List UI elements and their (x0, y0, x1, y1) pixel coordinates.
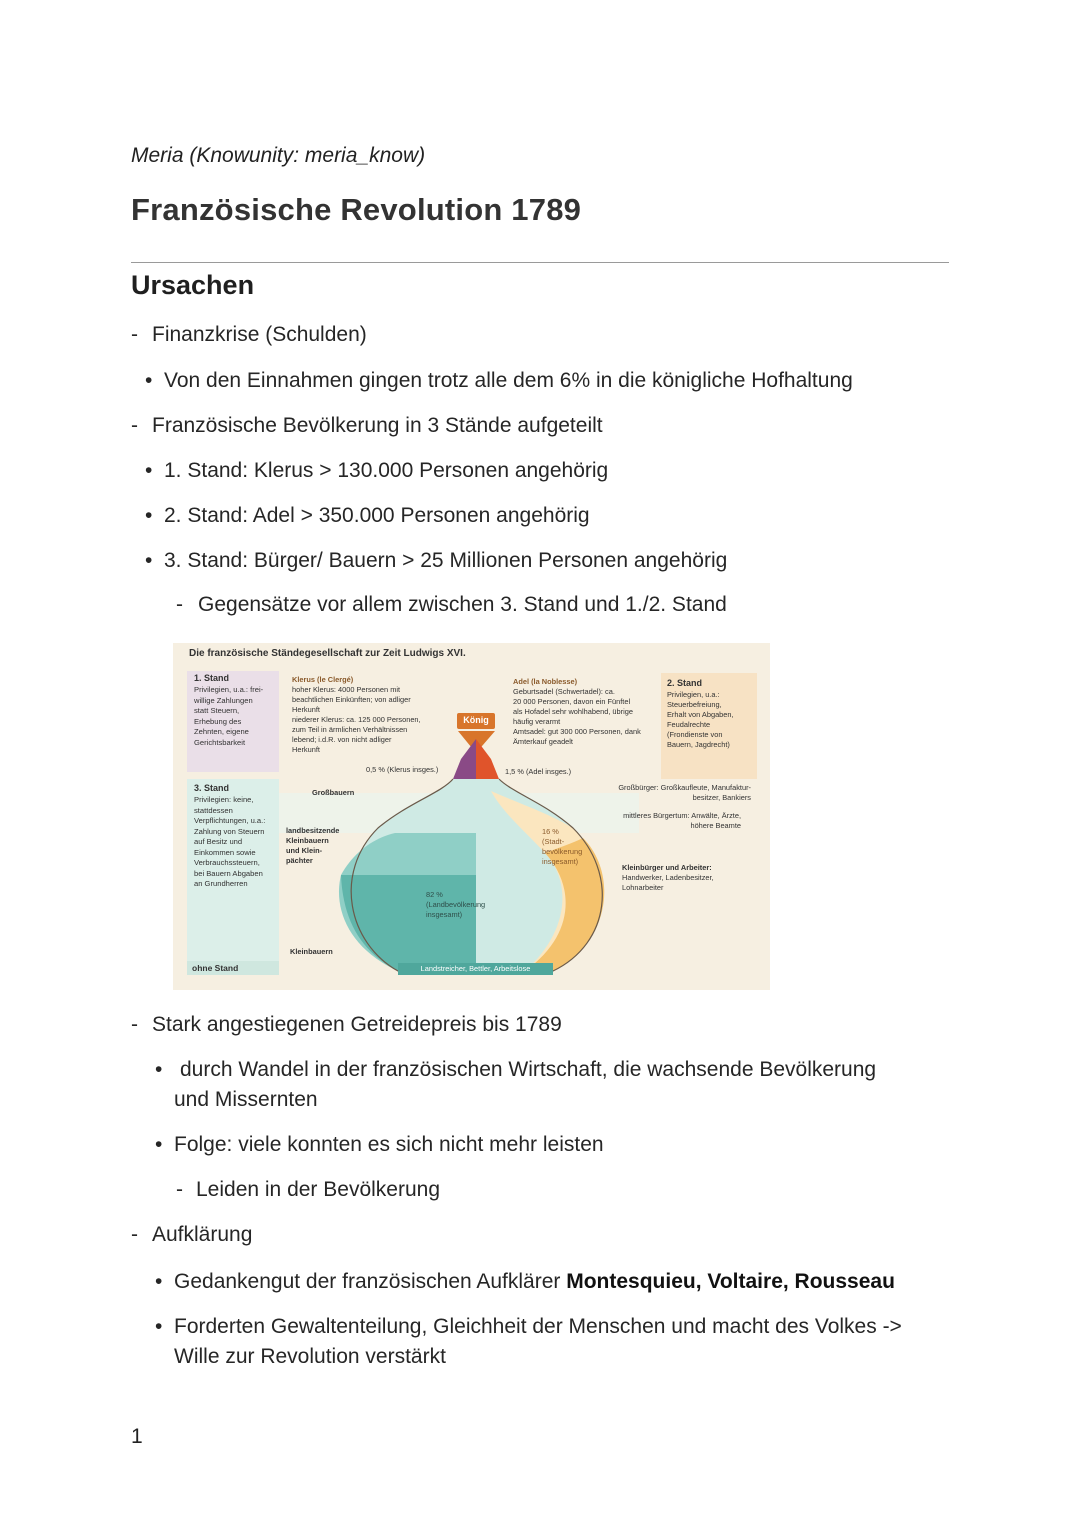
text-line: höhere Beamte (690, 821, 741, 830)
item-finanzkrise: Finanzkrise (Schulden) (152, 323, 367, 346)
text-line: Privilegien: keine, (194, 795, 254, 804)
text-line: Amtsadel: gut 300 000 Personen, dank (513, 727, 641, 736)
grossbauern-label: Großbauern (312, 788, 355, 797)
text-line: Lohnarbeiter (622, 883, 664, 892)
text-line: häufig verarmt (513, 717, 561, 726)
item-bevoelkerung: Französische Bevölkerung in 3 Stände aufgeteilt (152, 414, 603, 437)
stand1-text (194, 685, 263, 748)
text-line: stattdessen (194, 805, 233, 815)
text-line: an Grundherren (194, 879, 248, 888)
kleinbauern-label: Kleinbauern (290, 947, 333, 956)
item-aufklaerung: Aufklärung (152, 1223, 253, 1246)
dot-bullet: • (145, 369, 153, 392)
item-folge: Folge: viele konnten es sich nicht mehr leisten (174, 1133, 604, 1156)
text-line: als Hofadel sehr wohlhabend, übrige (513, 707, 633, 716)
section-heading: Ursachen (131, 270, 255, 300)
dot-bullet: • (145, 459, 153, 482)
grossbuerger-label (591, 783, 751, 803)
stadt-label (542, 827, 582, 867)
text-line: Gerichtsbarkeit (194, 737, 246, 747)
text-line: mittleres Bürgertum: Anwälte, Ärzte, (623, 811, 741, 820)
text-line: insgesamt) (426, 910, 463, 919)
text-line: Einkommen sowie (194, 847, 256, 857)
item-wandel-line1: durch Wandel in der französischen Wirtschaft, die wachsende Bevölkerung (180, 1058, 877, 1081)
stand2-text (667, 690, 734, 750)
staendegesellschaft-figure (173, 643, 770, 990)
text-line: bei Bauern Abgaben (194, 868, 263, 878)
text-line: niederer Klerus: ca. 125 000 Personen, (292, 715, 421, 724)
klerus-head: Klerus (le Clergé) (292, 675, 354, 684)
text-line: hoher Klerus: 4000 Personen mit (292, 685, 401, 694)
klerus-percent: 0,5 % (Klerus insges.) (366, 765, 439, 774)
klerus-tip (453, 739, 476, 779)
dash-bullet: - (176, 1178, 183, 1201)
text-line: und Klein- (286, 846, 323, 855)
dash-bullet: - (131, 414, 138, 437)
text-line: landbesitzende (286, 826, 340, 835)
text-line: Herkunft (292, 745, 320, 754)
stand1-head: 1. Stand (194, 673, 230, 683)
text-line: Zehnten, eigene (194, 727, 249, 736)
figure-title: Die französische Ständegesellschaft zur Zeit Ludwigs XVI. (189, 648, 466, 659)
aufklaerer-names: Montesquieu, Voltaire, Rousseau (566, 1270, 895, 1293)
text-line: Erhalt von Abgaben, (667, 710, 734, 719)
adel-tip (476, 739, 499, 779)
text-line: Geburtsadel (Schwertadel): ca. (513, 687, 615, 696)
dot-bullet: • (155, 1270, 163, 1293)
landbesitzende-label (286, 826, 339, 866)
item-forderten-line2: Wille zur Revolution verstärkt (174, 1345, 446, 1368)
text-line: Feudalrechte (667, 720, 711, 729)
text-line: Verbrauchssteuern, (194, 858, 260, 867)
item-forderten-line1: Forderten Gewaltenteilung, Gleichheit der Menschen und macht des Volkes -> (174, 1315, 902, 1338)
mittleres-label (591, 811, 741, 831)
text-line: Verpflichtungen, u.a.: (194, 816, 266, 825)
koenig-label: König (463, 715, 489, 725)
dash-bullet: - (131, 1013, 138, 1036)
text-line: bevölkerung (542, 847, 583, 856)
dot-bullet: • (155, 1315, 163, 1338)
text-line: Herkunft (292, 705, 320, 714)
text-line: Privilegien, u.a.: (667, 690, 720, 699)
item-leiden: Leiden in der Bevölkerung (196, 1178, 441, 1201)
dash-bullet: - (131, 323, 138, 346)
dash-bullet: - (176, 593, 183, 616)
text-line: Erhebung des (194, 716, 242, 726)
author-line: Meria (Knowunity: meria_know) (131, 144, 426, 167)
text-line: Kleinbürger und Arbeiter: (622, 863, 712, 872)
dot-bullet: • (155, 1058, 163, 1081)
item-gedankengut (174, 1267, 895, 1297)
klerus-text (292, 675, 421, 755)
adel-text (513, 677, 641, 747)
dash-bullet: - (131, 1223, 138, 1246)
item-gegensaetze: Gegensätze vor allem zwischen 3. Stand und 1./2. Stand (198, 593, 727, 616)
text-line: pächter (286, 856, 313, 865)
item-stand3: 3. Stand: Bürger/ Bauern > 25 Millionen Personen angehörig (164, 549, 728, 572)
ohne-stand-label: ohne Stand (192, 963, 239, 973)
text-line: auf Besitz und (194, 837, 243, 846)
item-stand2: 2. Stand: Adel > 350.000 Personen angehörig (164, 504, 590, 527)
text-line: 82 % (426, 890, 443, 899)
stand3-head: 3. Stand (194, 783, 230, 793)
dot-bullet: • (145, 504, 153, 527)
text-line: statt Steuern, (194, 706, 240, 715)
text-line: Bauern, Jagdrecht) (667, 740, 730, 749)
dot-bullet: • (155, 1133, 163, 1156)
text-line: 16 % (542, 827, 559, 836)
landstreicher-label: Landstreicher, Bettler, Arbeitslose (420, 964, 531, 973)
text-line: Steuerbefreiung, (667, 700, 722, 709)
text-line: Ämterkauf geadelt (513, 737, 573, 746)
adel-percent: 1,5 % (Adel insges.) (505, 767, 572, 776)
text-line: lebend; i.d.R. von nicht adliger (292, 735, 392, 744)
dot-bullet: • (145, 549, 153, 572)
page-title: Französische Revolution 1789 (131, 192, 582, 227)
text-line: Kleinbauern (286, 836, 329, 845)
text-line: Privilegien, u.a.: frei- (194, 685, 264, 694)
adel-head: Adel (la Noblesse) (513, 677, 578, 686)
text-line: 20 000 Personen, davon ein Fünftel (513, 697, 631, 706)
text-line: beachtlichen Einkünften; von adliger (292, 695, 411, 704)
page-number: 1 (131, 1425, 143, 1448)
gedankengut-text: Gedankengut der französischen Aufklärer (174, 1270, 567, 1293)
stand2-head: 2. Stand (667, 678, 703, 688)
text-line: insgesamt) (542, 857, 579, 866)
text-line: (Stadt- (542, 837, 565, 846)
land-label (426, 890, 485, 920)
text-line: zum Teil in ärmlichen Verhältnissen (292, 725, 408, 734)
divider (131, 262, 949, 263)
text-line: (Frondienste von (667, 730, 723, 739)
text-line: Handwerker, Ladenbesitzer, (622, 873, 714, 882)
kleinbuerger-label (622, 863, 714, 893)
text-line: (Landbevölkerung (426, 900, 486, 909)
item-stand1: 1. Stand: Klerus > 130.000 Personen angehörig (164, 459, 609, 482)
stand3-text (194, 795, 265, 890)
item-getreidepreis: Stark angestiegenen Getreidepreis bis 1789 (152, 1013, 562, 1036)
text-line: Großbürger: Großkaufleute, Manufaktur- (618, 783, 751, 792)
item-wandel-line2: und Missernten (174, 1088, 318, 1111)
text-line: Zahlung von Steuern (194, 826, 265, 836)
item-einnahmen: Von den Einnahmen gingen trotz alle dem 6% in die königliche Hofhaltung (164, 369, 853, 392)
text-line: besitzer, Bankiers (692, 793, 751, 802)
text-line: willige Zahlungen (194, 695, 253, 705)
